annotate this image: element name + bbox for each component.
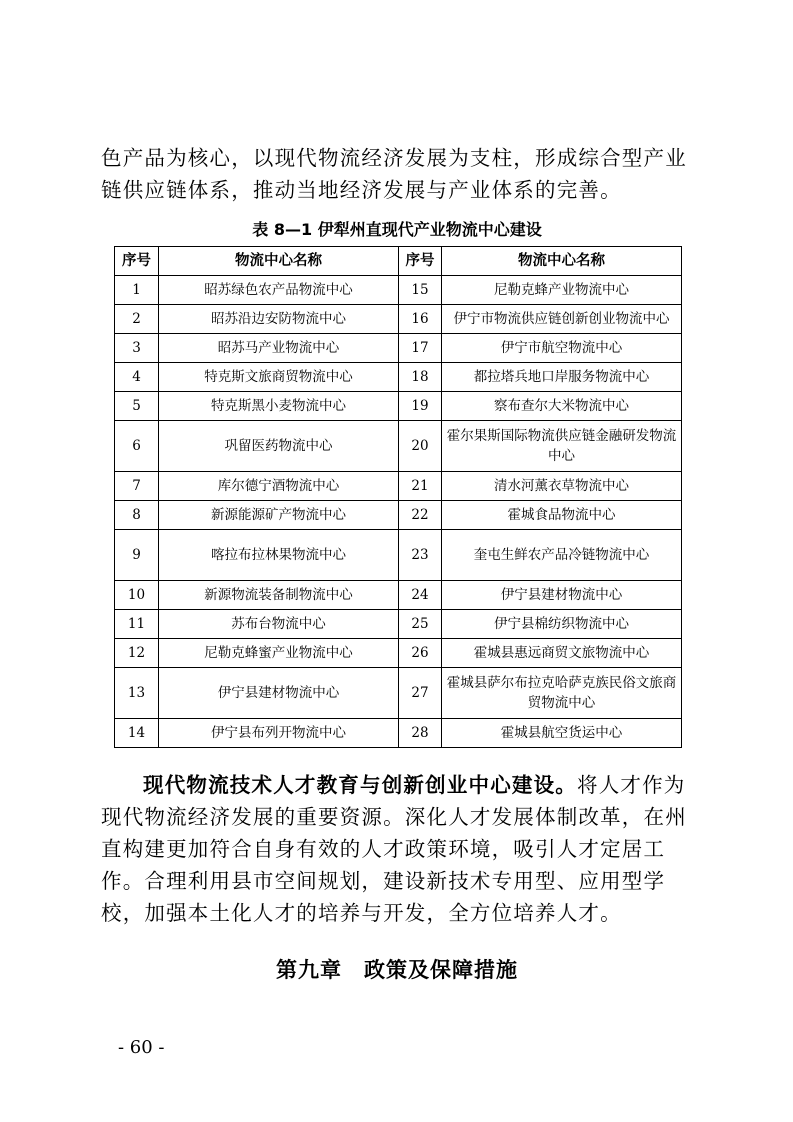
cell-name: 伊宁县布列开物流中心 <box>159 719 399 748</box>
cell-name: 伊宁县建材物流中心 <box>442 581 682 610</box>
cell-seq: 24 <box>399 581 442 610</box>
header-name-right: 物流中心名称 <box>442 247 682 276</box>
cell-name: 奎屯生鲜农产品冷链物流中心 <box>442 530 682 581</box>
cell-seq: 2 <box>115 305 159 334</box>
chapter-heading: 第九章 政策及保障措施 <box>276 958 518 982</box>
cell-name: 昭苏沿边安防物流中心 <box>159 305 399 334</box>
table-row <box>115 530 682 581</box>
table-row <box>115 719 682 748</box>
header-seq-left: 序号 <box>115 247 159 276</box>
header-seq-right: 序号 <box>399 247 442 276</box>
cell-seq: 9 <box>115 530 159 581</box>
table-row <box>115 501 682 530</box>
cell-name: 新源物流装备制物流中心 <box>159 581 399 610</box>
cell-name: 喀拉布拉林果物流中心 <box>159 530 399 581</box>
table-row <box>115 421 682 472</box>
cell-seq: 27 <box>399 668 442 719</box>
cell-name: 昭苏马产业物流中心 <box>159 334 399 363</box>
cell-seq: 7 <box>115 472 159 501</box>
cell-name: 特克斯黑小麦物流中心 <box>159 392 399 421</box>
cell-seq: 5 <box>115 392 159 421</box>
cell-seq: 6 <box>115 421 159 472</box>
cell-seq: 14 <box>115 719 159 748</box>
intro-paragraph: 色产品为核心，以现代物流经济发展为支柱，形成综合型产业链供应链体系，推动当地经济发展与产业体系的完善。 <box>101 146 687 202</box>
header-name-left: 物流中心名称 <box>159 247 399 276</box>
cell-name: 伊宁县建材物流中心 <box>159 668 399 719</box>
cell-seq: 8 <box>115 501 159 530</box>
table-row <box>115 363 682 392</box>
cell-name: 都拉塔兵地口岸服务物流中心 <box>442 363 682 392</box>
cell-name: 霍城县航空货运中心 <box>442 719 682 748</box>
cell-seq: 26 <box>399 639 442 668</box>
cell-name: 伊宁市物流供应链创新创业物流中心 <box>442 305 682 334</box>
talent-section-paragraph <box>101 769 693 929</box>
table-row <box>115 392 682 421</box>
logistics-center-table <box>114 246 682 748</box>
cell-name: 尼勒克蜂产业物流中心 <box>442 276 682 305</box>
table-caption: 表 8—1 伊犁州直现代产业物流中心建设 <box>252 220 542 239</box>
table-row <box>115 610 682 639</box>
cell-seq: 15 <box>399 276 442 305</box>
cell-seq: 23 <box>399 530 442 581</box>
cell-seq: 16 <box>399 305 442 334</box>
cell-seq: 22 <box>399 501 442 530</box>
cell-seq: 20 <box>399 421 442 472</box>
cell-name: 伊宁县棉纺织物流中心 <box>442 610 682 639</box>
cell-name: 察布查尔大米物流中心 <box>442 392 682 421</box>
cell-seq: 4 <box>115 363 159 392</box>
talent-section-body: 将人才作为现代物流经济发展的重要资源。深化人才发展体制改革，在州直构建更加符合自身有效的人才政策环境，吸引人才定居工作。合理利用县市空间规划，建设新技术专用型、应用型学校，加强本土化人才的培养与开发，全方位培养人才。 <box>101 773 687 925</box>
cell-name: 新源能源矿产物流中心 <box>159 501 399 530</box>
cell-name: 特克斯文旅商贸物流中心 <box>159 363 399 392</box>
table-row <box>115 305 682 334</box>
cell-name: 霍城县惠远商贸文旅物流中心 <box>442 639 682 668</box>
cell-name: 清水河薰衣草物流中心 <box>442 472 682 501</box>
cell-name: 昭苏绿色农产品物流中心 <box>159 276 399 305</box>
cell-name: 霍城县萨尔布拉克哈萨克族民俗文旅商贸物流中心 <box>442 668 682 719</box>
cell-seq: 17 <box>399 334 442 363</box>
table-row <box>115 472 682 501</box>
table-row <box>115 581 682 610</box>
cell-name: 巩留医药物流中心 <box>159 421 399 472</box>
cell-seq: 3 <box>115 334 159 363</box>
talent-section-lead: 现代物流技术人才教育与创新创业中心建设。 <box>143 773 577 797</box>
cell-name: 尼勒克蜂蜜产业物流中心 <box>159 639 399 668</box>
cell-seq: 1 <box>115 276 159 305</box>
cell-seq: 11 <box>115 610 159 639</box>
cell-seq: 21 <box>399 472 442 501</box>
cell-name: 伊宁市航空物流中心 <box>442 334 682 363</box>
table-header-row <box>115 247 682 276</box>
table-row <box>115 639 682 668</box>
page-number: - 60 - <box>118 1037 165 1058</box>
cell-seq: 18 <box>399 363 442 392</box>
cell-seq: 25 <box>399 610 442 639</box>
table-row <box>115 668 682 719</box>
cell-name: 霍城食品物流中心 <box>442 501 682 530</box>
cell-name: 库尔德宁酒物流中心 <box>159 472 399 501</box>
table-row <box>115 276 682 305</box>
cell-name: 苏布台物流中心 <box>159 610 399 639</box>
cell-name: 霍尔果斯国际物流供应链金融研发物流中心 <box>442 421 682 472</box>
cell-seq: 19 <box>399 392 442 421</box>
cell-seq: 28 <box>399 719 442 748</box>
cell-seq: 12 <box>115 639 159 668</box>
cell-seq: 10 <box>115 581 159 610</box>
cell-seq: 13 <box>115 668 159 719</box>
table-row <box>115 334 682 363</box>
